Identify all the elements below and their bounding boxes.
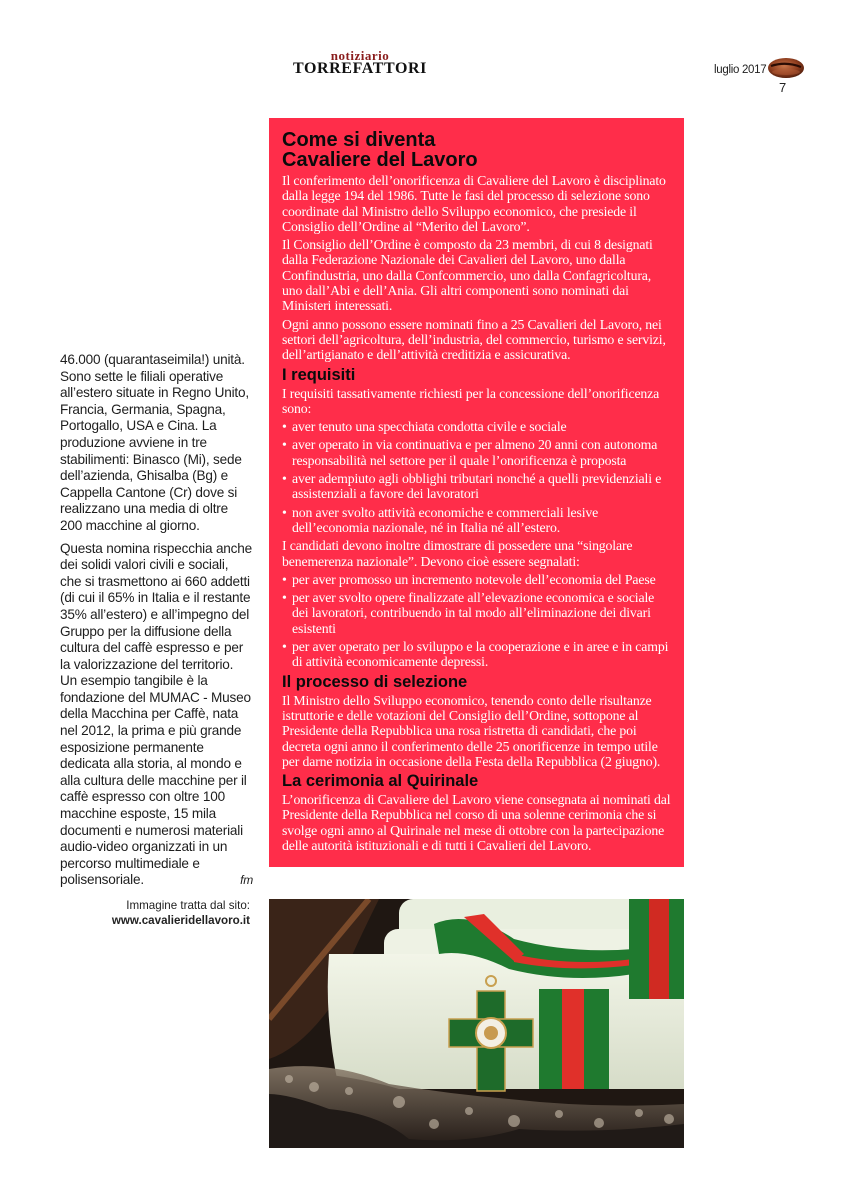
- box-paragraph: I requisiti tassativamente richiesti per la concessione dell’onorificenza sono:: [282, 385, 660, 416]
- article-paragraph: 46.000 (quarantaseimila!) unità. Sono sette le filiali operative all’estero situate in Regno Unito, Francia, Germania, Spagna, Portogallo, USA e Cina. La produzione avviene in tre stabilimenti: Binasco (Mi), sede dell’azienda, Ghisalba (Bg) e Cappella Cantone (Cr) dove si realizzano una media di oltre 200 macchine al giorno.: [60, 352, 249, 533]
- masthead-title: TORREFATTORI: [292, 60, 428, 77]
- section-heading-cerimonia: La cerimonia al Quirinale: [282, 772, 479, 791]
- box-paragraph: I candidati devono inoltre dimostrare di possedere una “singolare benemerenza nazionale”. Devono cioè essere segnalati:: [282, 538, 633, 569]
- box-paragraph: L’onorificenza di Cavaliere del Lavoro viene consegnata ai nominati dal Presidente della Repubblica nel corso di una solenne cerimonia che si svolge ogni anno al Quirinale nel mese di ottobre con la partecipazione delle autorità istituzionali e di tutti i Cavalieri del Lavoro.: [282, 792, 671, 853]
- list-item: • aver operato in via continuativa e per almeno 20 anni con autonoma responsabilità nel settore per il quale l’onorificenza è proposta: [282, 437, 673, 468]
- article-paragraph-text: Un esempio tangibile è la fondazione del MUMAC - Museo della Macchina per Caffè, nata nel 2012, la prima e più grande esposizione permanente dedicata alla storia, al mondo e alla cultura delle macchine per il caffè espresso con oltre 100 macchine esposte, 15 mila documenti e numerosi materiali audio-video organizzati in un percorso multimediale e polisensoriale.: [60, 673, 251, 888]
- medal-illustration: [269, 899, 684, 1148]
- sidebar-box: [269, 118, 684, 867]
- image-credit-label: Immagine tratta dal sito:: [126, 899, 250, 912]
- article-column: [60, 352, 253, 895]
- author-signature: fm: [240, 873, 253, 888]
- list-item: • per aver operato per lo sviluppo e la cooperazione e in aree e in campi di attività economicamente depressi.: [282, 639, 673, 670]
- box-paragraph: Il Ministro dello Sviluppo economico, tenendo conto delle risultanze istruttorie e delle votazioni del Consiglio dell’Ordine, sottopone al Presidente della Repubblica una rosa ristretta di candidati, che poi decreta ogni anno il conferimento delle 25 onorificenze in tempo utile per darne notizia in occasione della Festa della Repubblica (2 giugno).: [282, 692, 661, 769]
- list-item: • per aver promosso un incremento notevole dell’economia del Paese: [282, 572, 673, 587]
- masthead-logo: [272, 50, 448, 76]
- page-number: 7: [779, 80, 787, 95]
- list-item: • per aver svolto opere finalizzate all’elevazione economica e sociale dei lavoratori, contribuendo in tal modo all’eliminazione dei divari esistenti: [282, 590, 673, 636]
- article-paragraph-text: Questa nomina rispecchia anche dei solidi valori civili e sociali, che si trasmettono ai 660 addetti (di cui il 65% in Italia e il restante 35% all’estero) e all’impegno del Gruppo per la diffusione della cultura del caffè espresso e per la valorizzazione del territorio.: [60, 540, 252, 672]
- coffee-bean-icon: [767, 57, 805, 79]
- section-heading-requisiti: I requisiti: [282, 365, 356, 384]
- list-item: • aver tenuto una specchiata condotta civile e sociale: [282, 419, 673, 434]
- box-title: [282, 130, 673, 170]
- image-credit: [60, 898, 250, 928]
- box-paragraph: Ogni anno possono essere nominati fino a 25 Cavalieri del Lavoro, nei settori dell’agricoltura, dell’industria, del commercio, turismo e servizi, dell’artigianato e dell’attività creditizia e assicurativa.: [282, 316, 666, 363]
- list-item: • non aver svolto attività economiche e commerciali lesive dell’economia nazionale, né in Italia né all’estero.: [282, 505, 673, 536]
- box-paragraph: Il conferimento dell’onorificenza di Cavaliere del Lavoro è disciplinato dalla legge 194 del 1986. Tutte le fasi del processo di selezione sono coordinate dal Ministro dello Sviluppo economico, che presiede il Consiglio dell’Ordine al “Merito del Lavoro”.: [282, 173, 666, 234]
- medal-photo: [269, 899, 684, 1148]
- requisiti-list: [282, 419, 673, 535]
- article-paragraph: [60, 673, 253, 889]
- article-paragraph: [60, 541, 253, 674]
- image-credit-url: www.cavalieridellavoro.it: [111, 914, 250, 927]
- issue-date: luglio 2017: [714, 64, 767, 76]
- section-heading-processo: Il processo di selezione: [282, 672, 468, 691]
- list-item: • aver adempiuto agli obblighi tributari nonché a quelli previdenziali e assistenziali a favore dei lavoratori: [282, 471, 673, 502]
- box-paragraph: Il Consiglio dell’Ordine è composto da 23 membri, di cui 8 designati dalla Federazione Nazionale dei Cavalieri del Lavoro, uno dalla Confindustria, uno dalla Confcommercio, uno dalla Confagricoltura, uno dall’Abi e dell’Ania. Gli altri componenti sono nominati dai Ministeri interessati.: [282, 237, 653, 314]
- masthead-subtitle: notiziario: [330, 48, 390, 63]
- box-title-line: Cavaliere del Lavoro: [282, 149, 478, 171]
- box-title-line: Come si diventa: [282, 129, 436, 151]
- benemerenza-list: [282, 572, 673, 670]
